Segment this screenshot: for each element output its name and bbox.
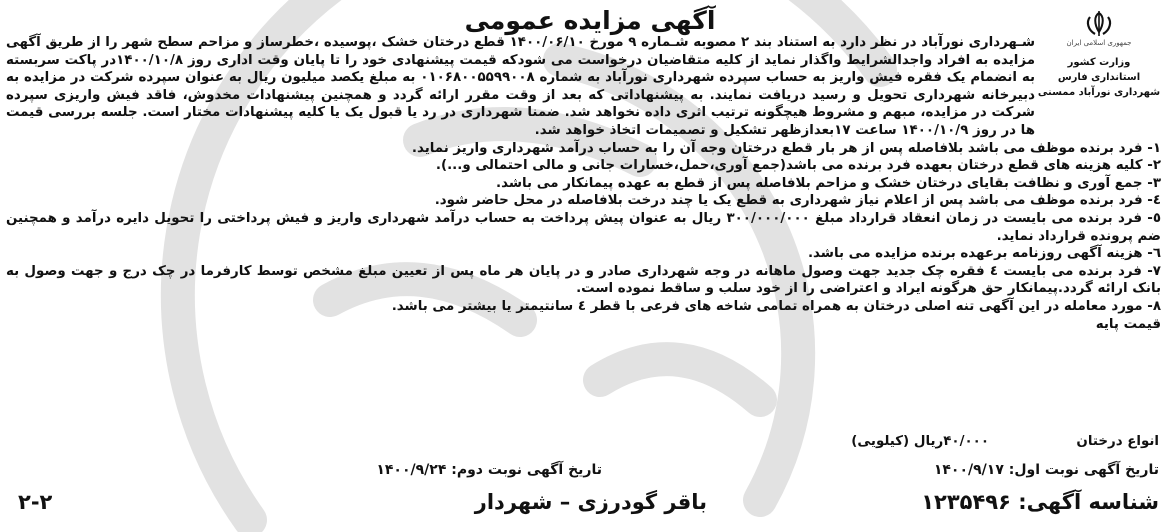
first-publication-date: تاریخ آگهی نوبت اول: ۱۴۰۰/۹/۱۷: [933, 462, 1159, 478]
condition-item: ٦- هزینه آگهی روزنامه برعهده برنده مزایده می باشد.: [807, 246, 1161, 262]
ad-identifier: شناسه آگهی: ۱۲۳۵۴۹۶: [921, 490, 1159, 514]
emblem-caption: جمهوری اسلامی ایران: [1066, 39, 1132, 47]
ad-footer: [0, 490, 1167, 526]
ad-title: آگهی مزایده عمومی: [464, 6, 716, 35]
intro-line: ۱۷بعدازظهر تشکیل و تصمیمات اتخاذ خواهد شد.: [534, 122, 851, 138]
condition-item: ۷- فرد برنده می بایست ٤ فقره چک جدید جهت وصول ماهانه در وجه شهرداری صادر و در پایان هر ماه پس از تعیین مبلغ مشخص توسط کارفرما در چک درج و جهت وصول به بانک ارائه گردد.پیمانکار حق هرگونه ایراد و اعتراضی را از خود سلب و ساقط نموده است.: [6, 263, 1161, 297]
condition-item: ۸- مورد معامله در این آگهی تنه اصلی درختان به همراه تمامی شاخه های فرعی با قطر ٤ سانتیمتر یا بیشتر می باشد.: [391, 298, 1161, 314]
part-number: ۲-۲: [18, 490, 53, 514]
publication-dates: [0, 462, 1167, 482]
intro-paragraph: [6, 34, 1161, 140]
condition-item: ٥- فرد برنده می بایست در زمان انعقاد قرارداد مبلغ ۳۰۰/۰۰۰/۰۰۰ ریال به عنوان پیش پرداخت به حساب درآمد شهرداری واریز و فیش پرداختی را تحویل دایره درآمد و همچنین ضم پرونده قرارداد نماید.: [6, 210, 1161, 244]
second-publication-date: تاریخ آگهی نوبت دوم: ۱۴۰۰/۹/۲۴: [376, 462, 602, 478]
condition-item: ۳- جمع آوری و نظافت بقایای درختان خشک و مزاحم بلافاصله پس از قطع به عهده پیمانکار می باشد.: [496, 175, 1161, 191]
condition-item: ٤- فرد برنده موظف می باشد پس از اعلام نیاز شهرداری به قطع یک یا چند درخت بلافاصله در محل حاضر شود.: [434, 193, 1161, 209]
condition-item: ۱- فرد برنده موظف می باشد بلافاصله پس از هر بار قطع درختان وجه آن را به حساب درآمد شهرداری واریز نماید.: [411, 140, 1161, 156]
intro-line: مزایده به افراد واجدالشرایط واگذار نماید از کلیه متقاضیان درخواست می شودکه قیمت پیشنهادی خود را تا پایان وقت اداری روز ۱۴۰۰/۱۰/۸در پاکت سربسته: [6, 52, 1035, 68]
tree-price-value: ۴۰/۰۰۰ریال (کیلویی): [851, 434, 989, 449]
intro-line: به انضمام یک فقره فیش واریز به حساب سپرده شهرداری نورآباد به شماره ۰۱۰۶۸۰۰۵۵۹۹۰۰۸ به مبلغ یکصد میلیون ریال به عنوان سپرده شرکت در مزایده به: [6, 70, 1035, 86]
condition-item: ۲- کلیه هزینه های قطع درختان بعهده فرد برنده می باشد(جمع آوری،حمل،خسارات جانی و مالی احتمالی و...).: [435, 158, 1161, 174]
ad-body: [6, 34, 1161, 333]
intro-line: مزایده، مبهم و مشروط هیچگونه ترتیب اثری داده نخواهد شد. ضمنا شهرداری در رد یا قبول یک یا کلیه پیشنهادات مختار است. جلسه بررسی قیمت ها در روز ۱۴۰۰/۱۰/۹ ساعت: [6, 105, 1035, 138]
base-price-label: قیمت پایه: [1095, 316, 1161, 332]
intro-line: شـهرداری نورآباد در نظر دارد به استناد بند ۲ مصوبه شـماره ۹ مورخ ۱۴۰۰/۰۶/۱۰ قطع درختان خشک ،پوسیده ،خطرساز و مزاحم سطح شهر را از طریق آگهی: [6, 35, 1036, 50]
ministry-name: وزارت کشور: [1067, 57, 1131, 68]
municipality-name: شهرداری نورآباد ممسنی: [1037, 87, 1161, 98]
intro-line: دبیرخانه شهرداری تحویل و رسید دریافت نمایند. به پیشنهاداتی که بعد از وقت مقرر ارائه گردد و همچنین پیشنهادات مخدوش، فاقد فیش واریزی سپرده شرکت در: [6, 87, 1035, 121]
governorate-name: استانداری فارس: [1057, 72, 1141, 83]
tree-types-label: انواع درختان: [1076, 434, 1159, 449]
conditions-list: [6, 140, 1161, 334]
signer-name: باقر گودرزی – شهردار: [474, 490, 707, 514]
